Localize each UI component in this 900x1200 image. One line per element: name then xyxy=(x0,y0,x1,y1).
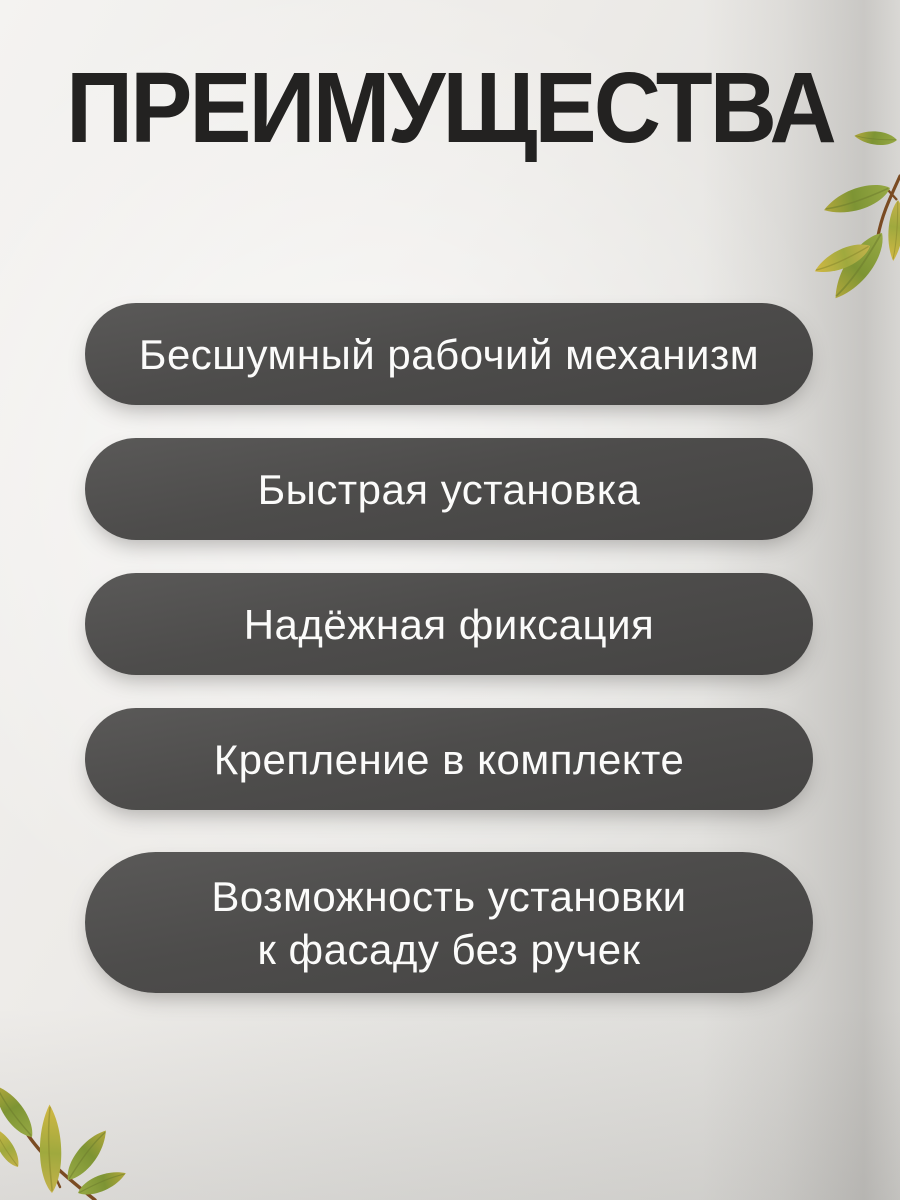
leaves-illustration-bottom-left xyxy=(0,1075,150,1200)
leaf xyxy=(0,1079,37,1144)
advantage-label: Надёжная фиксация xyxy=(243,600,655,648)
advantage-label-line2: к фасаду без ручек xyxy=(257,925,641,973)
leaf xyxy=(36,1104,66,1194)
advantage-pill-3 xyxy=(85,573,813,675)
leaves-illustration-top-right xyxy=(770,118,900,308)
advantage-label-line1: Возможность установки xyxy=(211,872,687,920)
advantage-pill-2 xyxy=(85,438,813,540)
advantage-pill-4 xyxy=(85,708,813,810)
advantage-pill-1 xyxy=(85,303,813,405)
leaf xyxy=(821,182,893,216)
leaf xyxy=(75,1169,129,1198)
leaf xyxy=(853,126,898,150)
advantage-label: Быстрая установка xyxy=(257,465,641,513)
advantage-label: Крепление в комплекте xyxy=(213,735,685,783)
advantage-pill-5 xyxy=(85,852,813,993)
page-title: ПРЕИМУЩЕСТВА xyxy=(66,51,834,164)
advantage-label: Бесшумный рабочий механизм xyxy=(138,330,760,378)
